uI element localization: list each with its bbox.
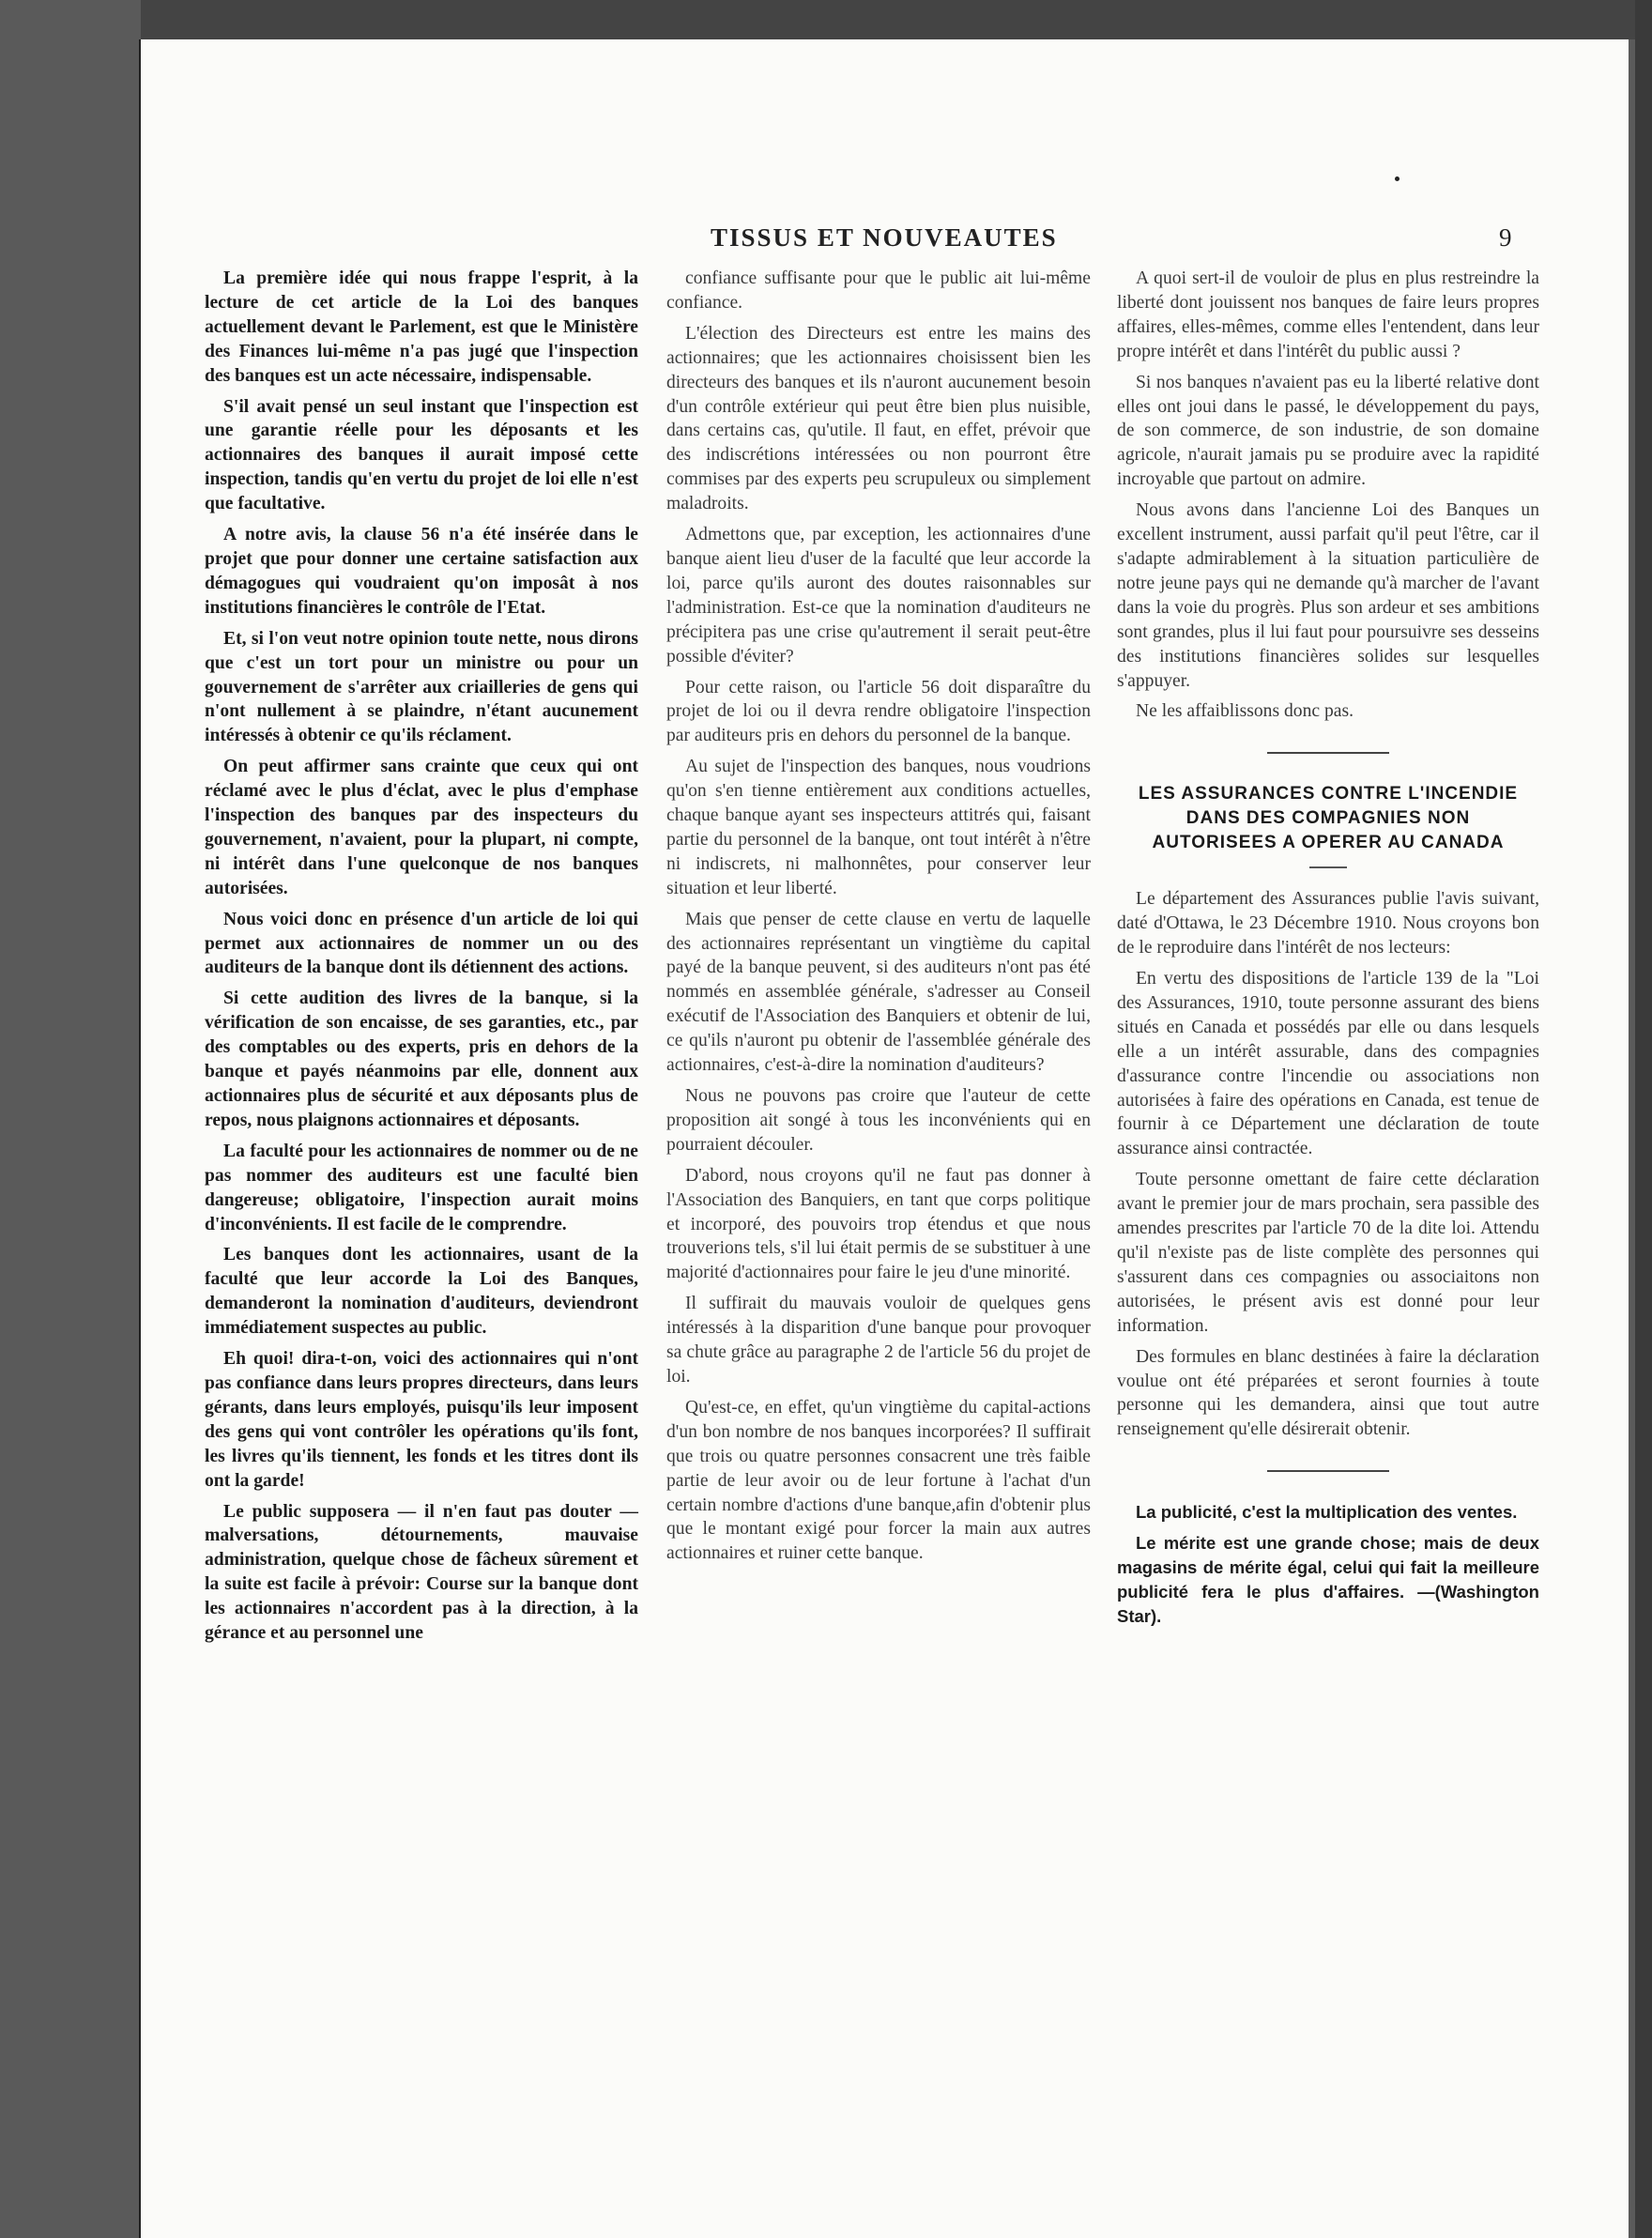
paragraph: Mais que penser de cette clause en vertu de laquelle des actionnaires représentant un vingtième du capital payé de la banque peuvent, si des auditeurs n'ont pas été nommés en assemblée générale, s'adresser au Conseil exécutif de l'Association des Banquiers et obtenir de lui, ce qu'ils n'auront pu obtenir de l'assemblée générale des actionnaires, c'est-à-dire la nomination d'auditeurs? — [666, 909, 1091, 1076]
paragraph: Le public supposera — il n'en faut pas douter — malversations, détournements, mauvaise administration, quelque chose de fâcheux sûrement et la suite est facile à prévoir: Course sur la banque dont les actionnaires n'accordent pas à la direction, à la gérance et au personnel une — [205, 1501, 638, 1644]
paragraph: Toute personne omettant de faire cette déclaration avant le premier jour de mars prochain, sera passible des amendes prescrites par l'article 70 de la dite loi. Attendu qu'il n'existe pas de liste complète des personnes qui s'assurent dans ces compagnies ou associaitons non autorisées, le présent avis est donné pour leur information. — [1117, 1170, 1539, 1336]
newspaper-page — [141, 39, 1629, 2238]
column-3 — [1117, 267, 1539, 1635]
paragraph: Au sujet de l'inspection des banques, nous voudrions qu'on s'en tienne entièrement aux conditions actuelles, chaque banque ayant ses inspecteurs attitrés qui, faisant partie du personnel de la banque, ont tout intérêt à n'être ni indiscrets, ni malhonnêtes, pour conserver leur situation et leur liberté. — [666, 757, 1091, 898]
paragraph: confiance suffisante pour que le public ait lui-même confiance. — [666, 268, 1091, 313]
paragraph: Les banques dont les actionnaires, usant de la faculté que leur accorde la Loi des Banques, demanderont la nomination d'auditeurs, deviendront immédiatement suspectes au public. — [205, 1245, 638, 1339]
paragraph: Eh quoi! dira-t-on, voici des actionnaires qui n'ont pas confiance dans leurs propres directeurs, dans leurs gérants, dans leurs employés, puisqu'ils leur imposent des gens qui vont contrôler les opérations qu'ils font, les livres qu'ils tiennent, les fonds et les titres dont ils ont la garde! — [205, 1349, 638, 1491]
ink-speck — [1395, 176, 1400, 181]
paragraph: A notre avis, la clause 56 n'a été insérée dans le projet que pour donner une certaine satisfaction aux démagogues qui voudraient qu'on imposât à nos institutions financières le contrôle de l'Etat. — [205, 525, 638, 618]
column-2 — [666, 267, 1091, 1572]
paragraph: Le département des Assurances publie l'avis suivant, daté d'Ottawa, le 23 Décembre 1910. Nous croyons bon de le reproduire dans l'intérêt de nos lecteurs: — [1117, 889, 1539, 958]
paragraph: Il suffirait du mauvais vouloir de quelques gens intéressés à la disparition d'une banque pour provoquer sa chute grâce au paragraphe 2 de l'article 56 du projet de loi. — [666, 1294, 1091, 1387]
scan-top-border — [141, 0, 1652, 39]
heading-divider — [1309, 866, 1347, 868]
paragraph: L'élection des Directeurs est entre les mains des actionnaires; que les actionnaires choisissent bien les directeurs des banques et ils n'auront aucunement besoin d'un contrôle extérieur qui peut être bien plus nuisible, dans certains cas, qu'utile. Il faut, en effet, prévoir que des indiscrétions intéressées ou non pourront être commises par des experts peu scrupuleux ou simplement maladroits. — [666, 323, 1091, 514]
paragraph: La faculté pour les actionnaires de nommer ou de ne pas nommer des auditeurs est une faculté bien dangereuse; obligatoire, l'inspection aurait moins d'inconvénients. Il est facile de le comprendre. — [205, 1141, 638, 1234]
paragraph: Nous voici donc en présence d'un article de loi qui permet aux actionnaires de nommer un ou des auditeurs de la banque dont ils détiennent des actions. — [205, 909, 638, 978]
paragraph: Admettons que, par exception, les actionnaires d'une banque aient lieu d'user de la faculté que leur accorde la loi, parce qu'ils auront des doutes raisonnables sur l'administration. Est-ce que la nomination d'auditeurs ne précipitera pas une crise qu'autrement il serait peut-être possible d'éviter? — [666, 525, 1091, 667]
paragraph: Nous ne pouvons pas croire que l'auteur de cette proposition ait songé à tous les inconvénients qui en pourraient découler. — [666, 1086, 1091, 1155]
footer-note: Le mérite est une grande chose; mais de deux magasins de mérite égal, celui qui fait la meilleure publicité fera le plus d'affaires. —(Washington Star). — [1117, 1533, 1539, 1627]
footer-note: La publicité, c'est la multiplication des ventes. — [1136, 1502, 1518, 1523]
paragraph: La première idée qui nous frappe l'esprit, à la lecture de cet article de la Loi des banques actuellement devant le Parlement, est que le Ministère des Finances lui-même n'a pas jugé que l'inspection des banques est un acte nécessaire, indispensable. — [205, 268, 638, 386]
paragraph: Qu'est-ce, en effet, qu'un vingtième du capital-actions d'un bon nombre de nos banques incorporées? Il suffirait que trois ou quatre personnes consacrent une très faible partie de leur avoir ou de leur fortune à l'achat d'un certain nombre d'actions d'une banque,afin d'obtenir plus que le montant exigé pour forcer la main aux autres actionnaires et ruiner cette banque. — [666, 1397, 1091, 1564]
paragraph: D'abord, nous croyons qu'il ne faut pas donner à l'Association des Banquiers, en tant que corps politique et incorporé, des pouvoirs trop étendus et que nous trouverions tels, s'il lui était permis de se substituer à une majorité d'actionnaires pour faire le jeu d'une minorité. — [666, 1165, 1091, 1283]
footer-divider — [1267, 1470, 1389, 1472]
publication-title: TISSUS ET NOUVEAUTES — [711, 223, 1058, 252]
paragraph: A quoi sert-il de vouloir de plus en plus restreindre la liberté dont jouissent nos banques de faire leurs propres affaires, elles-mêmes, comme elles l'entendent, dans leur propre intérêt et dans l'intérêt du public aussi ? — [1117, 268, 1539, 361]
paragraph: Et, si l'on veut notre opinion toute nette, nous dirons que c'est un tort pour un ministre ou pour un gouvernement de s'arrêter aux criailleries de gens qui n'ont nullement à se plaindre, n'étant aucunement intéressés à obtenir ce qu'ils réclament. — [205, 628, 638, 746]
page-number: 9 — [1499, 223, 1512, 252]
footer-notes — [1117, 1500, 1539, 1629]
paragraph: Des formules en blanc destinées à faire la déclaration voulue ont été préparées et seront fournies à toute personne qui les demandera, ainsi que tout autre renseignement qu'elle désirerait obtenir. — [1117, 1346, 1539, 1440]
paragraph: En vertu des dispositions de l'article 139 de la "Loi des Assurances, 1910, toute personne assurant des biens situés en Canada et possédés par elle ou dans lesquels elle a un intérêt assurable, dans des compagnies d'assurance contre l'incendie ou associations non autorisées à faire des opérations en Canada, est tenue de fournir à ce Département une déclaration de toute assurance ainsi contractée. — [1117, 969, 1539, 1159]
section-heading: LES ASSURANCES CONTRE L'INCENDIE DANS DES COMPAGNIES NON AUTORISEES A OPERER AU CANADA — [1138, 784, 1519, 853]
scan-right-border — [1635, 0, 1652, 2238]
section-divider — [1267, 752, 1389, 754]
paragraph: Si cette audition des livres de la banque, si la vérification de son encaisse, de ses garanties, etc., par des comptables ou des experts, pris en dehors de la banque et payés néanmoins par elle, donnent aux actionnaires plus de sécurité et aux déposants plus de repos, nous plaignons actionnaires et déposants. — [205, 989, 638, 1130]
paragraph: Pour cette raison, ou l'article 56 doit disparaître du projet de loi ou il devra rendre obligatoire l'inspection par auditeurs pris en dehors du personnel de la banque. — [666, 677, 1091, 746]
paragraph: S'il avait pensé un seul instant que l'inspection est une garantie réelle pour les déposants et les actionnaires des banques il aurait imposé cette inspection, tandis qu'en vertu du projet de loi elle n'est que facultative. — [205, 396, 638, 514]
paragraph: On peut affirmer sans crainte que ceux qui ont réclamé avec le plus d'éclat, avec le plus d'emphase l'inspection des banques par des inspecteurs du gouvernement, n'avaient, pour la plupart, ni compte, ni intérêt dans l'une quelconque de nos banques autorisées. — [205, 757, 638, 898]
paragraph: Si nos banques n'avaient pas eu la liberté relative dont elles ont joui dans le passé, le développement du pays, de son commerce, de son industrie, de son domaine agricole, n'aurait jamais pu se produire avec la rapidité incroyable que partout on admire. — [1117, 372, 1539, 490]
paragraph: Ne les affaiblissons donc pas. — [1136, 701, 1354, 722]
page-header — [141, 223, 1629, 257]
paragraph: Nous avons dans l'ancienne Loi des Banques un excellent instrument, aussi parfait qu'il peut l'être, car il s'adapte admirablement à la situation particulière de notre jeune pays qui ne demande qu'à marcher de l'avant dans la voie du progrès. Plus son ardeur et ses ambitions sont grandes, plus il lui faut pour poursuivre ses desseins des institutions financières solides sur lesquelles s'appuyer. — [1117, 500, 1539, 691]
column-1 — [205, 267, 638, 1652]
